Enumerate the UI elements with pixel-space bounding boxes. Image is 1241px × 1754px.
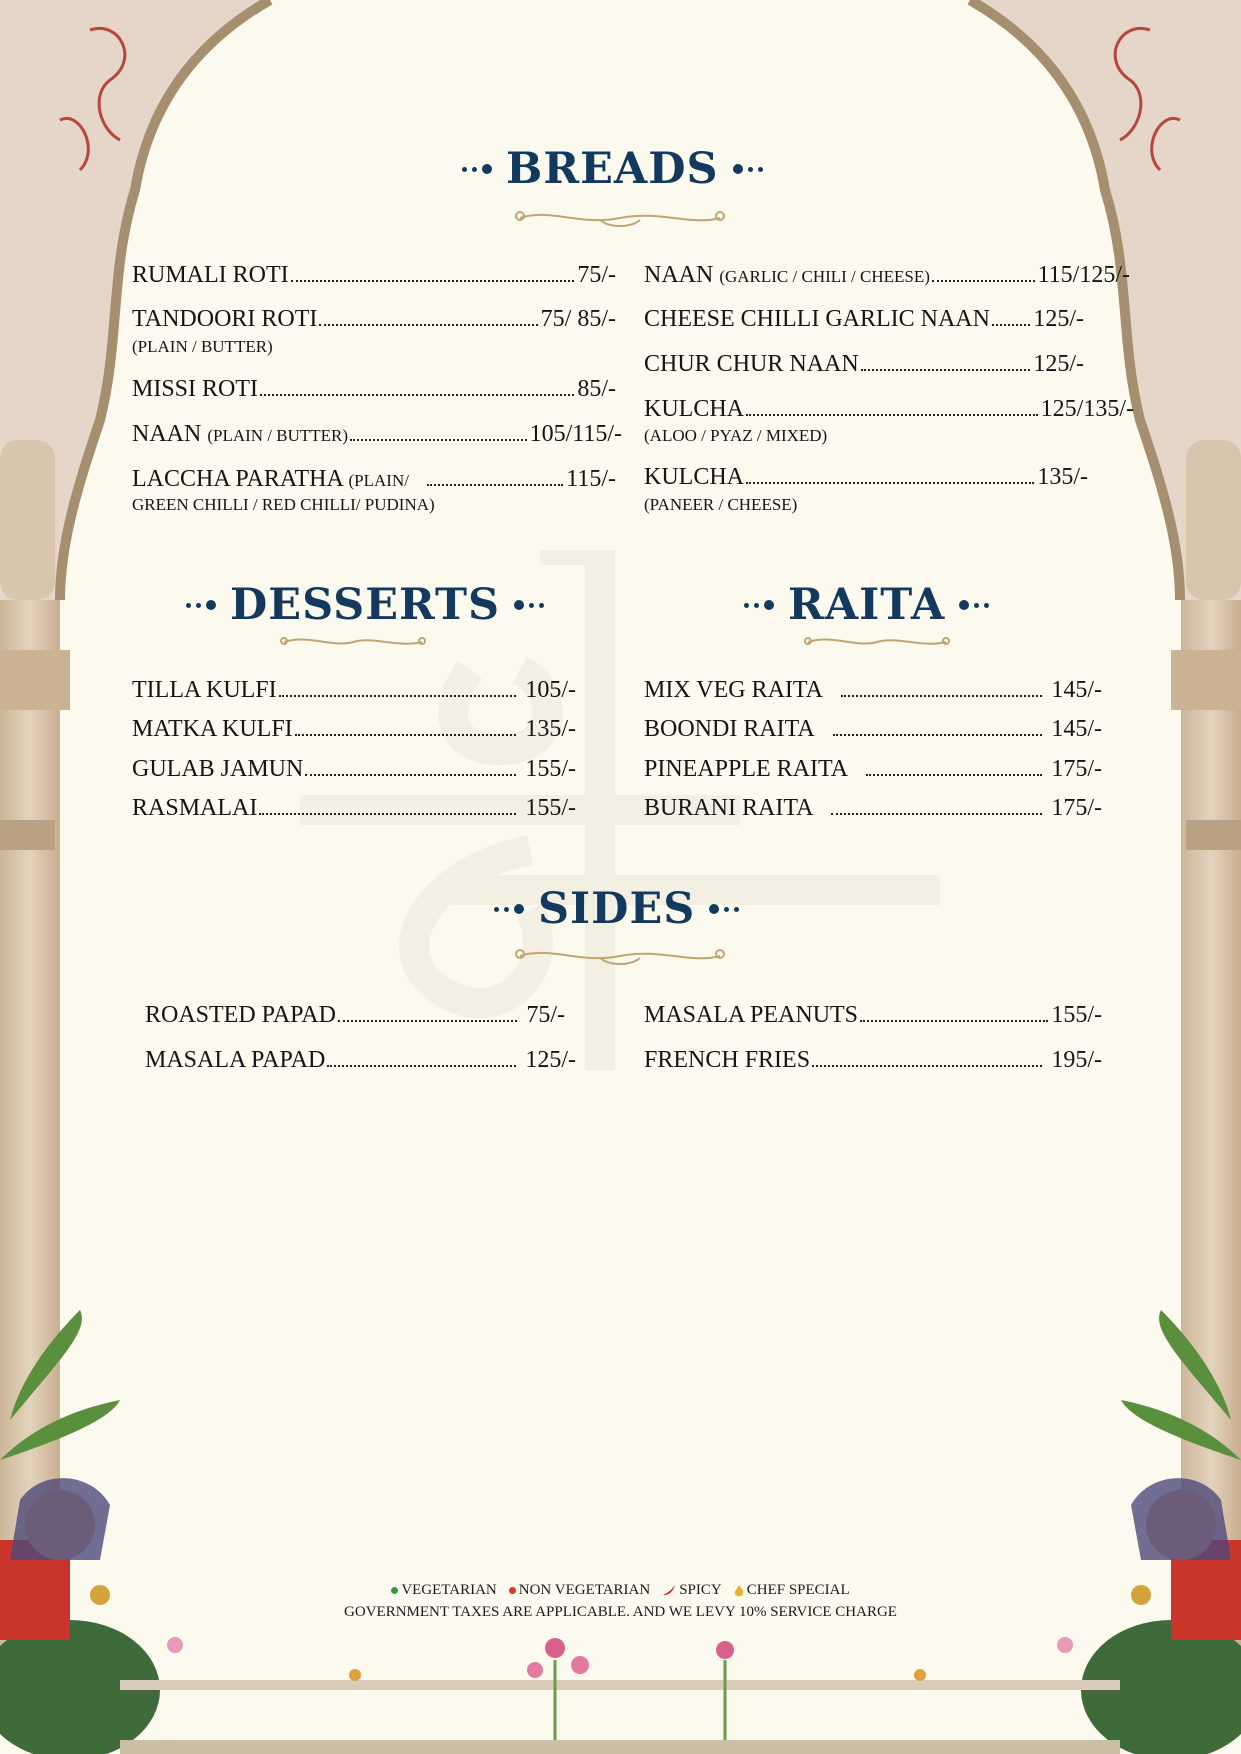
- heading-dots-right: [514, 600, 544, 610]
- dot-leader: [260, 394, 574, 396]
- dot-leader: [992, 324, 1030, 326]
- item-price: 75/ 85/-: [540, 306, 616, 332]
- item-price: 195/-: [1051, 1047, 1102, 1073]
- legend-chef-special: CHEF SPECIAL: [734, 1582, 850, 1599]
- item-options: (PANEER / CHEESE): [644, 495, 798, 514]
- item-name: RUMALI ROTI: [132, 262, 289, 288]
- desserts-divider-flourish: [278, 632, 428, 652]
- menu-item-matka-kulfi: [132, 716, 576, 743]
- item-price: 75/-: [526, 1002, 565, 1028]
- item-price: 125/-: [525, 1047, 576, 1073]
- item-name: MATKA KULFI: [132, 716, 293, 742]
- heading-dots-left: [462, 164, 492, 174]
- menu-item-naan: [132, 421, 622, 448]
- menu-item-kulcha-paneer: [644, 464, 1088, 491]
- dot-leader: [831, 813, 1042, 815]
- dot-leader: [861, 369, 1031, 371]
- item-price: 125/135/-: [1040, 396, 1134, 422]
- dot-leader: [860, 1020, 1048, 1022]
- item-price: 155/-: [525, 795, 576, 821]
- dot-leader: [291, 280, 575, 282]
- item-name: TANDOORI ROTI: [132, 306, 318, 332]
- dot-leader: [305, 774, 516, 776]
- desserts-heading: [186, 580, 544, 630]
- chef-special-icon: [734, 1585, 744, 1597]
- menu-item-laccha-paratha: [132, 466, 616, 493]
- item-name: LACCHA PARATHA: [132, 466, 343, 492]
- item-price: 135/-: [525, 716, 576, 742]
- sides-divider-flourish: [510, 944, 730, 968]
- legend-non-vegetarian: NON VEGETARIAN: [509, 1582, 650, 1599]
- item-name: MIX VEG RAITA: [644, 677, 823, 703]
- menu-item-rasmalai: [132, 795, 576, 822]
- item-options: (ALOO / PYAZ / MIXED): [644, 426, 828, 445]
- legend-vegetarian: VEGETARIAN: [391, 1582, 496, 1599]
- item-price: 125/-: [1033, 306, 1084, 332]
- item-price: 155/-: [525, 756, 576, 782]
- menu-item-french-fries: [644, 1047, 1102, 1074]
- sides-title: SIDES: [538, 884, 696, 934]
- heading-dots-left: [744, 600, 774, 610]
- item-name: CHUR CHUR NAAN: [644, 351, 859, 377]
- raita-heading: [744, 580, 989, 630]
- item-name: KULCHA: [644, 464, 744, 490]
- item-name: BOONDI RAITA: [644, 716, 815, 742]
- item-price: 85/-: [577, 376, 616, 402]
- nonveg-dot-icon: [509, 1587, 516, 1594]
- item-note: (PLAIN/: [348, 471, 409, 490]
- breads-heading: [462, 144, 763, 194]
- menu-item-rumali-roti: [132, 262, 616, 289]
- item-price: 115/-: [566, 466, 616, 492]
- menu-item-masala-papad: [145, 1047, 576, 1074]
- item-price: 135/-: [1037, 464, 1088, 490]
- legend-spicy: SPICY: [662, 1582, 722, 1599]
- item-name: MASALA PEANUTS: [644, 1002, 859, 1028]
- dot-leader: [350, 439, 527, 441]
- item-options: GREEN CHILLI / RED CHILLI/ PUDINA): [132, 495, 435, 514]
- service-charge-note: GOVERNMENT TAXES ARE APPLICABLE. AND WE LEVY 10% SERVICE CHARGE: [344, 1604, 897, 1620]
- dot-leader: [338, 1020, 517, 1022]
- item-name: KULCHA: [644, 396, 744, 422]
- menu-item-chur-chur-naan: [644, 351, 1084, 378]
- menu-item-mix-veg-raita: [644, 677, 1102, 704]
- menu-item-burani-raita: [644, 795, 1102, 822]
- item-name: FRENCH FRIES: [644, 1047, 811, 1073]
- dot-leader: [746, 414, 1038, 416]
- item-note: (GARLIC / CHILI / CHEESE): [719, 267, 930, 286]
- menu-item-boondi-raita: [644, 716, 1102, 743]
- menu-item-tilla-kulfi: [132, 677, 576, 704]
- item-name: BURANI RAITA: [644, 795, 814, 821]
- breads-title: BREADS: [506, 144, 719, 194]
- dot-leader: [746, 482, 1034, 484]
- dot-leader: [259, 813, 516, 815]
- item-name: NAAN: [644, 262, 714, 288]
- item-name: NAAN: [132, 421, 202, 447]
- dot-leader: [279, 695, 517, 697]
- item-options: (PLAIN / BUTTER): [132, 337, 273, 356]
- item-name: PINEAPPLE RAITA: [644, 756, 849, 782]
- menu-item-gulab-jamun: [132, 756, 576, 783]
- heading-dots-right: [959, 600, 989, 610]
- item-price: 105/-: [525, 677, 576, 703]
- menu-item-roasted-papad: [145, 1002, 565, 1029]
- menu-item-tandoori-roti: [132, 306, 616, 333]
- dot-leader: [295, 734, 517, 736]
- dot-leader: [932, 280, 1035, 282]
- item-price: 145/-: [1051, 677, 1102, 703]
- breads-divider-flourish: [510, 206, 730, 230]
- item-price: 155/-: [1051, 1002, 1102, 1028]
- item-price: 175/-: [1051, 756, 1102, 782]
- item-name: MASALA PAPAD: [145, 1047, 326, 1073]
- item-note: (PLAIN / BUTTER): [207, 426, 349, 445]
- dot-leader: [319, 324, 537, 326]
- item-name: GULAB JAMUN: [132, 756, 304, 782]
- dot-leader: [866, 774, 1042, 776]
- dot-leader: [427, 484, 563, 486]
- menu-item-naan-garlic: [644, 262, 1130, 289]
- dot-leader: [327, 1065, 516, 1067]
- dot-leader: [833, 734, 1043, 736]
- heading-dots-right: [733, 164, 763, 174]
- raita-title: RAITA: [788, 580, 946, 630]
- menu-item-masala-peanuts: [644, 1002, 1102, 1029]
- heading-dots-right: [709, 904, 739, 914]
- dot-leader: [841, 695, 1042, 697]
- item-name: TILLA KULFI: [132, 677, 277, 703]
- sides-heading: [494, 884, 739, 934]
- menu-item-pineapple-raita: [644, 756, 1102, 783]
- menu-item-cheese-chilli-garlic-naan: [644, 306, 1084, 333]
- menu-legend: [0, 1582, 1241, 1621]
- item-price: 105/115/-: [529, 421, 622, 447]
- heading-dots-left: [494, 904, 524, 914]
- item-price: 145/-: [1051, 716, 1102, 742]
- item-name: CHEESE CHILLI GARLIC NAAN: [644, 306, 990, 332]
- desserts-title: DESSERTS: [230, 580, 501, 630]
- chili-icon: [662, 1585, 676, 1597]
- item-price: 125/-: [1033, 351, 1084, 377]
- balustrade-railing: [120, 1680, 1120, 1754]
- dot-leader: [812, 1065, 1042, 1067]
- item-name: ROASTED PAPAD: [145, 1002, 336, 1028]
- item-price: 75/-: [577, 262, 616, 288]
- heading-dots-left: [186, 600, 216, 610]
- item-price: 115/125/-: [1037, 262, 1130, 288]
- item-name: RASMALAI: [132, 795, 258, 821]
- menu-item-kulcha-aloo: [644, 396, 1134, 423]
- item-price: 175/-: [1051, 795, 1102, 821]
- raita-divider-flourish: [802, 632, 952, 652]
- veg-dot-icon: [391, 1587, 398, 1594]
- item-name: MISSI ROTI: [132, 376, 259, 402]
- menu-item-missi-roti: [132, 376, 616, 403]
